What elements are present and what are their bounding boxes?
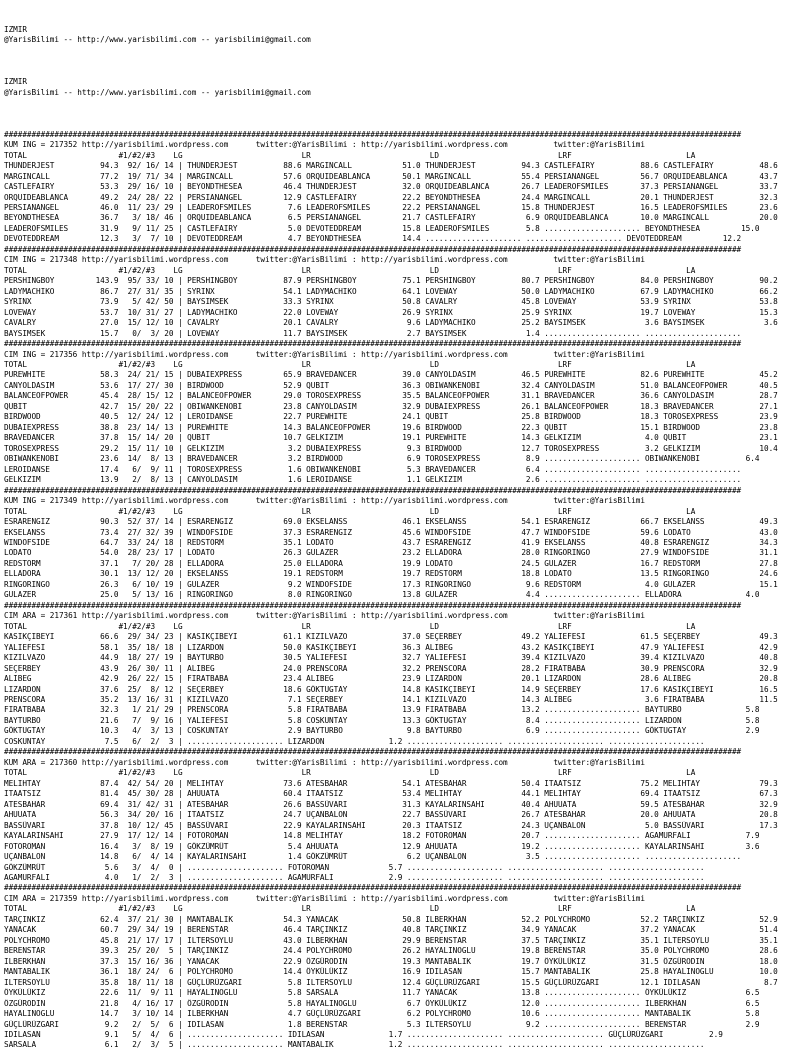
table-row: ATESBAHAR 69.4 31/ 42/ 31 | ATESBAHAR 26.6 BASSÜVARI 31.3 KAYALARINSAHI 40.4 AHUUATA 59.5 ATESBAHAR 32.9	[4, 799, 778, 809]
table-row: OBIWANKENOBI 23.6 14/ 8/ 13 | BRAVEDANCER 3.2 BIRDWOOD 6.9 TOROSEXPRESS 8.9 ..................... OBIWANKENOBI 6.4	[4, 454, 760, 464]
separator-line: #################################################################################################################################################################	[4, 244, 742, 254]
table-row: GULAZER 25.0 5/ 13/ 16 | RINGORINGO 8.0 RINGORINGO 13.8 GULAZER 4.4 ..................... ELLADORA 4.0	[4, 590, 760, 600]
table-row: ESRARENGIZ 90.3 52/ 37/ 14 | ESRARENGIZ 69.0 EKSELANSS 46.1 EKSELANSS 54.1 ESRARENGIZ 66.7 EKSELANSS 49.3	[4, 517, 778, 527]
column-header: TOTAL #1/#2/#3 LG LR LD LRF LA	[4, 904, 696, 914]
header-credit: @YarisBilimi -- http://www.yarisbilimi.com -- yarisbilimi@gmail.com	[4, 35, 311, 45]
table-row: DUBAIEXPRESS 38.8 23/ 14/ 13 | PUREWHITE 14.3 BALANCEOFPOWER 19.6 BIRDWOOD 22.3 QUBIT 15.1 BIRDWOOD 23.8	[4, 422, 778, 432]
column-header: TOTAL #1/#2/#3 LG LR LD LRF LA	[4, 768, 696, 778]
table-row: BIRDWOOD 40.5 12/ 24/ 12 | LEROIDANSE 22.7 PUREWHITE 24.1 QUBIT 25.8 BIRDWOOD 18.3 TOROSEXPRESS 23.9	[4, 412, 778, 422]
separator-line: #################################################################################################################################################################	[4, 129, 742, 139]
table-row: MARGINCALL 77.2 19/ 71/ 34 | MARGINCALL 57.6 ORQUIDEABLANCA 50.1 MARGINCALL 55.4 PERSIANANGEL 56.7 ORQUIDEABLANCA 43.7	[4, 171, 778, 181]
table-row: GÖKTUGTAY 10.3 4/ 3/ 13 | COSKUNTAY 2.9 BAYTURBO 9.8 BAYTURBO 6.9 ..................... GÖKTUGTAY 2.9	[4, 726, 760, 736]
table-row: LADYMACHIKO 86.7 27/ 31/ 35 | SYRINX 54.1 LADYMACHIKO 64.1 LOVEWAY 50.0 LADYMACHIKO 67.9 LADYMACHIKO 66.2	[4, 286, 778, 296]
table-row: FIRATBABA 32.3 1/ 21/ 29 | PRENSCORA 5.8 FIRATBABA 13.9 FIRATBABA 13.2 ..................... BAYTURBO 5.8	[4, 705, 760, 715]
table-row: BASSÜVARI 37.8 10/ 12/ 45 | BASSÜVARI 22.9 KAYALARINSAHI 20.3 ITAATSIZ 24.3 UÇANBALON 5.0 BASSÜVARI 17.3	[4, 820, 778, 830]
table-row: BAYSIMSEK 15.7 0/ 3/ 20 | LOVEWAY 11.7 BAYSIMSEK 2.7 BAYSIMSEK 1.4 ..................... .....................	[4, 328, 742, 338]
race-block	[4, 255, 807, 339]
table-row: BEYONDTHESEA 36.7 3/ 18/ 46 | ORQUIDEABLANCA 6.5 PERSIANANGEL 21.7 CASTLEFAIRY 6.9 ORQUIDEABLANCA 10.0 MARGINCALL 20.0	[4, 213, 778, 223]
table-row: ÖZGÜRODIN 21.8 4/ 16/ 17 | ÖZGÜRODIN 5.8 HAYALINOGLU 6.7 ÖYKÜLÜKIZ 12.0 ..................... ILBERKHAN 6.5	[4, 998, 760, 1008]
table-row: HAYALINOGLU 14.7 3/ 10/ 14 | ILBERKHAN 4.7 GÜÇLÜRÜZGARI 6.2 POLYCHROMO 10.6 ..................... MANTABALIK 5.8	[4, 1009, 760, 1019]
table-row: AHUUATA 56.3 34/ 20/ 16 | ITAATSIZ 24.7 UÇANBALON 22.7 BASSÜVARI 26.7 ATESBAHAR 20.0 AHUUATA 20.8	[4, 810, 778, 820]
table-row: TOROSEXPRESS 29.2 15/ 11/ 10 | GELKIZIM 3.2 DUBAIEXPRESS 9.3 BIRDWOOD 12.7 TOROSEXPRESS 3.2 GELKIZIM 10.4	[4, 443, 778, 453]
table-row: AGAMURFALI 4.0 1/ 2/ 3 | ..................... AGAMURFALI 2.9 ..................... ..................... .....................	[4, 872, 705, 882]
table-row: LOVEWAY 53.7 10/ 31/ 27 | LADYMACHIKO 22.0 LOVEWAY 26.9 SYRINX 25.9 SYRINX 19.7 LOVEWAY 15.3	[4, 307, 778, 317]
table-row: IDILASAN 9.1 5/ 4/ 6 | ..................... IDILASAN 1.7 ..................... ..................... GÜÇLÜRÜZGARI 2.9	[4, 1030, 723, 1039]
table-row: PERSHINGBOY 143.9 95/ 33/ 10 | PERSHINGBOY 87.9 PERSHINGBOY 75.1 PERSHINGBOY 80.7 PERSHINGBOY 84.0 PERSHINGBOY 90.2	[4, 276, 778, 286]
table-row: YALIEFESI 58.1 35/ 18/ 18 | LIZARDON 50.0 KASIKÇIBEYI 36.3 ALIBEG 43.2 KASIKÇIBEYI 47.9 YALIEFESI 42.9	[4, 642, 778, 652]
table-row: RINGORINGO 26.3 6/ 10/ 19 | GULAZER 9.2 WINDOFSIDE 17.3 RINGORINGO 9.6 REDSTORM 4.0 GULAZER 15.1	[4, 579, 778, 589]
column-header: TOTAL #1/#2/#3 LG LR LD LRF LA	[4, 506, 696, 516]
table-row: CANYOLDASIM 53.6 17/ 27/ 30 | BIRDWOOD 52.9 QUBIT 36.3 OBIWANKENOBI 32.4 CANYOLDASIM 51.0 BALANCEOFPOWER 40.5	[4, 380, 778, 390]
table-row: SEÇERBEY 43.9 26/ 30/ 11 | ALIBEG 24.0 PRENSCORA 32.2 PRENSCORA 28.2 FIRATBABA 30.9 PRENSCORA 32.9	[4, 663, 778, 673]
blank-line	[4, 46, 807, 56]
table-row: LEADEROFSMILES 31.9 9/ 11/ 25 | CASTLEFAIRY 5.0 DEVOTEDDREAM 15.8 LEADEROFSMILES 5.8 ..................... BEYONDTHESEA 15.0	[4, 223, 760, 233]
table-row: ILBERKHAN 37.3 15/ 16/ 36 | YANACAK 22.9 ÖZGÜRODIN 19.3 MANTABALIK 19.7 ÖYKÜLÜKIZ 31.5 ÖZGÜRODIN 18.0	[4, 956, 778, 966]
separator-line: #################################################################################################################################################################	[4, 747, 742, 757]
header-section	[4, 25, 807, 109]
blank-line	[4, 98, 807, 108]
table-row: KASIKÇIBEYI 66.6 29/ 34/ 23 | KASIKÇIBEYI 61.1 KIZILVAZO 37.0 SEÇERBEY 49.2 YALIEFESI 61.5 SEÇERBEY 49.3	[4, 632, 778, 642]
table-row: ORQUIDEABLANCA 49.2 24/ 28/ 22 | PERSIANANGEL 12.9 CASTLEFAIRY 22.2 BEYONDTHESEA 24.4 MARGINCALL 20.1 THUNDERJEST 32.3	[4, 192, 778, 202]
table-row: POLYCHROMO 45.8 21/ 17/ 17 | ILTERSOYLU 43.0 ILBERKHAN 29.9 BERENSTAR 37.5 TARÇINKIZ 35.1 ILTERSOYLU 35.1	[4, 935, 778, 945]
race-title: KUM ING = 217352 http://yarisbilimi.wordpress.com twitter:@YarisBilimi : http://yarisbilimi.wordpress.com twitter:@YarisBilimi	[4, 140, 645, 150]
race-title: CIM ARA = 217361 http://yarisbilimi.wordpress.com twitter:@YarisBilimi : http://yarisbilimi.wordpress.com twitter:@YarisBilimi	[4, 611, 645, 621]
table-row: COSKUNTAY 7.5 6/ 2/ 3 | ..................... LIZARDON 1.2 ..................... ..................... .....................	[4, 736, 705, 746]
table-row: SYRINX 73.9 5/ 42/ 50 | BAYSIMSEK 33.3 SYRINX 50.8 CAVALRY 45.8 LOVEWAY 53.9 SYRINX 53.8	[4, 297, 778, 307]
table-row: SARSALA 6.1 2/ 3/ 5 | ..................... MANTABALIK 1.2 ..................... ..................... .....................	[4, 1040, 705, 1050]
column-header: TOTAL #1/#2/#3 LG LR LD LRF LA	[4, 621, 696, 631]
table-row: MELIHTAY 87.4 42/ 54/ 20 | MELIHTAY 73.6 ATESBAHAR 54.1 ATESBAHAR 50.4 ITAATSIZ 75.2 MELIHTAY 79.3	[4, 778, 778, 788]
header-city: IZMIR	[4, 24, 27, 34]
table-row: ÖYKÜLÜKIZ 22.6 11/ 9/ 11 | HAYALINOGLU 5.8 SARSALA 11.7 YANACAK 13.8 ..................... ÖYKÜLÜKIZ 6.5	[4, 988, 760, 998]
table-row: BERENSTAR 39.3 25/ 20/ 5 | TARÇINKIZ 24.4 POLYCHROMO 26.2 HAYALINOGLU 19.8 BERENSTAR 35.0 POLYCHROMO 28.6	[4, 946, 778, 956]
table-row: KAYALARINSAHI 27.9 17/ 12/ 14 | FOTOROMAN 14.8 MELIHTAY 18.2 FOTOROMAN 20.7 ..................... AGAMURFALI 7.9	[4, 831, 760, 841]
table-row: BALANCEOFPOWER 45.4 28/ 15/ 12 | BALANCEOFPOWER 29.0 TOROSEXPRESS 35.5 BALANCEOFPOWER 31.1 BRAVEDANCER 36.6 CANYOLDASIM 28.7	[4, 391, 778, 401]
table-row: FOTOROMAN 16.4 3/ 8/ 19 | GÖKZÜMRÜT 5.4 AHUUATA 12.9 AHUUATA 19.2 ..................... KAYALARINSAHI 3.6	[4, 841, 760, 851]
table-row: GELKIZIM 13.9 2/ 8/ 13 | CANYOLDASIM 1.6 LEROIDANSE 1.1 GELKIZIM 2.6 ..................... .....................	[4, 475, 742, 485]
table-row: LODATO 54.0 28/ 23/ 17 | LODATO 26.3 GULAZER 23.2 ELLADORA 28.0 RINGORINGO 27.9 WINDOFSIDE 31.1	[4, 548, 778, 558]
table-row: ELLADORA 30.1 13/ 12/ 20 | EKSELANSS 19.1 REDSTORM 19.7 REDSTORM 18.8 LODATO 13.5 RINGORINGO 24.6	[4, 569, 778, 579]
table-row: EKSELANSS 73.4 27/ 32/ 39 | WINDOFSIDE 37.3 ESRARENGIZ 45.6 WINDOFSIDE 47.7 WINDOFSIDE 59.6 LODATO 43.0	[4, 527, 778, 537]
column-header: TOTAL #1/#2/#3 LG LR LD LRF LA	[4, 150, 696, 160]
table-row: YANACAK 60.7 29/ 34/ 19 | BERENSTAR 46.4 TARÇINKIZ 40.8 TARÇINKIZ 34.9 YANACAK 37.2 YANACAK 51.4	[4, 925, 778, 935]
blank-line	[4, 67, 807, 77]
table-row: KIZILVAZO 44.9 18/ 27/ 19 | BAYTURBO 30.5 YALIEFESI 32.7 YALIEFESI 39.4 KIZILVAZO 39.4 KIZILVAZO 40.8	[4, 653, 778, 663]
header-credit: @YarisBilimi -- http://www.yarisbilimi.com -- yarisbilimi@gmail.com	[4, 87, 311, 97]
race-title: KUM ARA = 217360 http://yarisbilimi.wordpress.com twitter:@YarisBilimi : http://yarisbilimi.wordpress.com twitter:@YarisBilimi	[4, 757, 645, 767]
race-block	[4, 894, 807, 1051]
race-title: CIM ING = 217348 http://yarisbilimi.wordpress.com twitter:@YarisBilimi : http://yarisbilimi.wordpress.com twitter:@YarisBilimi	[4, 255, 645, 265]
race-block	[4, 350, 807, 486]
column-header: TOTAL #1/#2/#3 LG LR LD LRF LA	[4, 265, 696, 275]
table-row: BRAVEDANCER 37.8 15/ 14/ 20 | QUBIT 10.7 GELKIZIM 19.1 PUREWHITE 14.3 GELKIZIM 4.0 QUBIT 23.1	[4, 433, 778, 443]
race-title: KUM ING = 217349 http://yarisbilimi.wordpress.com twitter:@YarisBilimi : http://yarisbilimi.wordpress.com twitter:@YarisBilimi	[4, 496, 645, 506]
table-row: ALIBEG 42.9 26/ 22/ 15 | FIRATBABA 23.4 ALIBEG 23.9 LIZARDON 20.1 LIZARDON 28.6 ALIBEG 20.8	[4, 674, 778, 684]
table-row: DEVOTEDDREAM 12.3 3/ 7/ 10 | DEVOTEDDREAM 4.7 BEYONDTHESEA 14.4 ..................... ..................... DEVOTEDDREAM 12.2	[4, 234, 742, 244]
race-block	[4, 496, 807, 601]
race-block	[4, 611, 807, 747]
table-row: GÜÇLÜRÜZGARI 9.2 2/ 5/ 6 | IDILASAN 1.8 BERENSTAR 5.3 ILTERSOYLU 9.2 ..................... BERENSTAR 2.9	[4, 1019, 760, 1029]
table-row: PRENSCORA 35.2 13/ 16/ 31 | KIZILVAZO 7.1 SEÇERBEY 14.1 KIZILVAZO 14.3 ALIBEG 3.6 FIRATBABA 11.5	[4, 695, 778, 704]
table-row: QUBIT 42.7 15/ 20/ 22 | OBIWANKENOBI 23.8 CANYOLDASIM 32.9 DUBAIEXPRESS 26.1 BALANCEOFPOWER 18.3 BRAVEDANCER 27.1	[4, 401, 778, 411]
table-row: CAVALRY 27.0 15/ 12/ 10 | CAVALRY 20.1 CAVALRY 9.6 LADYMACHIKO 25.2 BAYSIMSEK 3.6 BAYSIMSEK 3.6	[4, 318, 778, 328]
table-row: PUREWHITE 58.3 24/ 21/ 15 | DUBAIEXPRESS 65.9 BRAVEDANCER 39.0 CANYOLDASIM 46.5 PUREWHITE 82.6 PUREWHITE 45.2	[4, 370, 778, 380]
separator-line: #################################################################################################################################################################	[4, 600, 742, 610]
table-row: TARÇINKIZ 62.4 37/ 21/ 30 | MANTABALIK 54.3 YANACAK 50.8 ILBERKHAN 52.2 POLYCHROMO 52.2 TARÇINKIZ 52.9	[4, 914, 778, 924]
race-block	[4, 758, 807, 884]
separator-line: #################################################################################################################################################################	[4, 339, 742, 349]
column-header: TOTAL #1/#2/#3 LG LR LD LRF LA	[4, 360, 696, 369]
race-title: CIM ARA = 217359 http://yarisbilimi.wordpress.com twitter:@YarisBilimi : http://yarisbilimi.wordpress.com twitter:@YarisBilimi	[4, 893, 645, 903]
table-row: CASTLEFAIRY 53.3 29/ 16/ 10 | BEYONDTHESEA 46.4 THUNDERJEST 32.0 ORQUIDEABLANCA 26.7 LEADEROFSMILES 37.3 PERSIANANGEL 33.7	[4, 182, 778, 192]
table-row: THUNDERJEST 94.3 92/ 16/ 14 | THUNDERJEST 88.6 MARGINCALL 51.0 THUNDERJEST 94.3 CASTLEFAIRY 88.6 CASTLEFAIRY 48.6	[4, 161, 778, 171]
table-row: WINDOFSIDE 64.7 33/ 24/ 18 | REDSTORM 35.1 LODATO 43.7 ESRARENGIZ 41.9 EKSELANSS 40.8 ESRARENGIZ 34.3	[4, 537, 778, 547]
table-row: REDSTORM 37.1 7/ 20/ 28 | ELLADORA 25.0 ELLADORA 19.9 LODATO 24.5 GULAZER 16.7 REDSTORM 27.8	[4, 558, 778, 568]
table-row: ILTERSOYLU 35.8 18/ 11/ 18 | GÜÇLÜRÜZGARI 5.8 ILTERSOYLU 12.4 GÜÇLÜRÜZGARI 15.5 GÜÇLÜRÜZGARI 12.1 IDILASAN 8.7	[4, 977, 778, 987]
table-row: MANTABALIK 36.1 18/ 24/ 6 | POLYCHROMO 14.4 ÖYKÜLÜKIZ 16.9 IDILASAN 15.7 MANTABALIK 25.8 HAYALINOGLU 10.0	[4, 967, 778, 977]
table-row: UÇANBALON 14.8 6/ 4/ 14 | KAYALARINSAHI 1.4 GÖKZÜMRÜT 6.2 UÇANBALON 3.5 ..................... .....................	[4, 852, 742, 862]
table-row: ITAATSIZ 81.4 45/ 30/ 28 | AHUUATA 60.4 ITAATSIZ 53.4 MELIHTAY 44.1 MELIHTAY 69.4 ITAATSIZ 67.3	[4, 789, 778, 799]
table-row: PERSIANANGEL 46.0 11/ 23/ 29 | LEADEROFSMILES 7.6 LEADEROFSMILES 22.2 PERSIANANGEL 15.8 THUNDERJEST 16.5 LEADEROFSMILES 23.6	[4, 202, 778, 212]
table-row: GÖKZÜMRÜT 5.6 3/ 4/ 0 | ..................... FOTOROMAN 5.7 ..................... ..................... .....................	[4, 862, 705, 872]
separator-line: #################################################################################################################################################################	[4, 485, 742, 495]
separator-line: #################################################################################################################################################################	[4, 883, 742, 893]
race-title: CIM ING = 217356 http://yarisbilimi.wordpress.com twitter:@YarisBilimi : http://yarisbilimi.wordpress.com twitter:@YarisBilimi	[4, 349, 645, 359]
racing-handicap-document	[4, 4, 807, 1061]
table-row: LIZARDON 37.6 25/ 8/ 12 | SEÇERBEY 18.6 GÖKTUGTAY 14.8 KASIKÇIBEYI 14.9 SEÇERBEY 17.6 KASIKÇIBEYI 16.5	[4, 684, 778, 694]
race-block	[4, 140, 807, 245]
blank-line	[4, 56, 807, 66]
table-row: LEROIDANSE 17.4 6/ 9/ 11 | TOROSEXPRESS 1.6 OBIWANKENOBI 5.3 BRAVEDANCER 6.4 ..................... .....................	[4, 464, 742, 474]
header-city: IZMIR	[4, 77, 27, 87]
table-row: BAYTURBO 21.6 7/ 9/ 16 | YALIEFESI 5.8 COSKUNTAY 13.3 GÖKTUGTAY 8.4 ..................... LIZARDON 5.8	[4, 715, 760, 725]
races-section	[4, 130, 807, 1051]
